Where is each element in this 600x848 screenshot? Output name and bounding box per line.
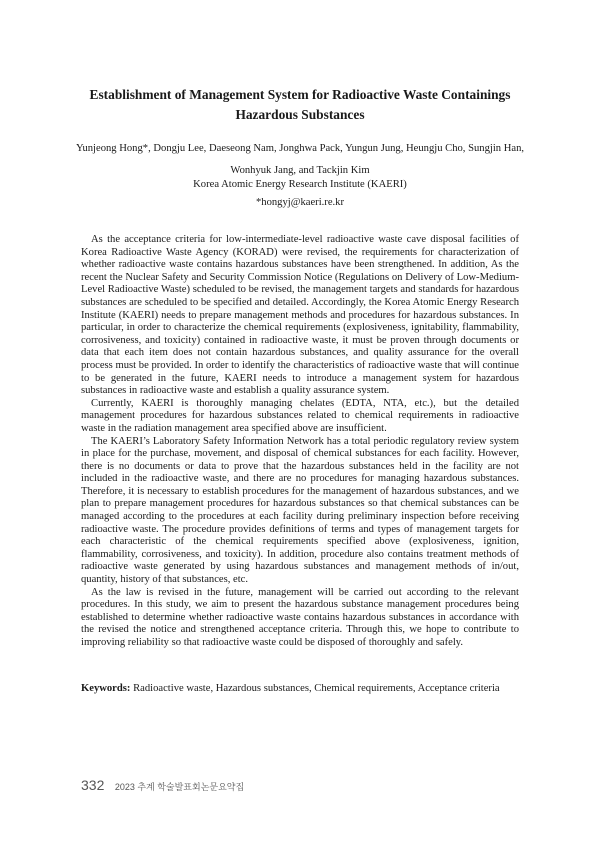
- abstract-paragraph-3: The KAERI’s Laboratory Safety Information Network has a total periodic regulatory review system in place for the purchase, movement, and disposal of chemical substances for each facility. However, there is no documents or data to prove that the hazardous substances held in the facility are not included in the radioactive waste, and there are no procedures for managing hazardous substances. Therefore, it is necessary to establish procedures for the management of hazardous substances, and we plan to prepare management procedures for hazardous substances so that chemical substances can be managed according to the procedures at each facility during preliminary inspection before receiving radioactive waste. The procedure provides definitions of terms and types of management targets for each characteristic of the chemical requirements specified above (explosiveness, ignition, flammability, corrosiveness, and toxicity). In addition, procedure also contains treatment methods of radioactive waste generated by using hazardous substances and management methods of in/out, quantity, history of that substances, etc.: [81, 435, 519, 586]
- abstract-body: [81, 234, 519, 650]
- abstract-paragraph-2: Currently, KAERI is thoroughly managing chelates (EDTA, NTA, etc.), but the detailed management procedures for hazardous substances related to chemical requirements in radioactive waste in the radiation management area specified above are insufficient.: [81, 397, 519, 434]
- proceedings-name: 2023 추계 학술발표회논문요약집: [114, 782, 245, 792]
- keywords-text: Radioactive waste, Hazardous substances, Chemical requirements, Acceptance criteria: [133, 683, 500, 694]
- affiliation: Korea Atomic Energy Research Institute (KAERI): [193, 179, 407, 190]
- keywords-line: [81, 682, 519, 695]
- abstract-paragraph-1: As the acceptance criteria for low-intermediate-level radioactive waste cave disposal facilities of Korea Radioactive Waste Agency (KORAD) were revised, the requirements for characterization of whether radioactive waste contains hazardous substances have been strengthened. In addition, As the recent the Nuclear Safety and Security Commission Notice (Regulations on Delivery of Low-Medium-Level Radioactive Waste) scheduled to be revised, the management targets and standards for hazardous substances are scheduled to be specified and detailed. Accordingly, the Korea Atomic Energy Research Institute (KAERI) needs to prepare management methods and procedures for hazardous substances. In particular, in order to characterize the chemical requirements (explosiveness, ignitability, flammability, corrosiveness, and toxicity) contained in radioactive waste, it must be proven through documents or data that each item does not contain hazardous substances, and quality assurance for the overall process must be provided. In order to identify the characteristics of radioactive waste that will continue to be generated in the future, KAERI needs to introduce a management system for hazardous substances in radioactive waste and establish a quality assurance system.: [81, 234, 519, 397]
- abstract-paragraph-4: As the law is revised in the future, management will be carried out according to the relevant procedures. In this study, we aim to present the hazardous substance management procedures being established to determine whether radioactive waste contains hazardous substances in accordance with the revised the notice and strengthened acceptance criteria. Through this, we hope to contribute to improving reliability so that radioactive waste could be disposed of thoroughly and safely.: [81, 586, 519, 648]
- contact-email[interactable]: *hongyj@kaeri.re.kr: [255, 197, 344, 208]
- author-list: Yunjeong Hong*, Dongju Lee, Daeseong Nam, Jonghwa Pack, Yungun Jung, Heungju Cho, Sungjin Han, Wonhyuk Jang, and Tackjin Kim: [75, 143, 525, 176]
- keywords-label: Keywords:: [81, 683, 131, 694]
- paper-title: Establishment of Management System for Radioactive Waste Containings Hazardous Substances: [89, 87, 511, 122]
- page-footer: [81, 777, 244, 795]
- page-number: 332: [81, 777, 105, 793]
